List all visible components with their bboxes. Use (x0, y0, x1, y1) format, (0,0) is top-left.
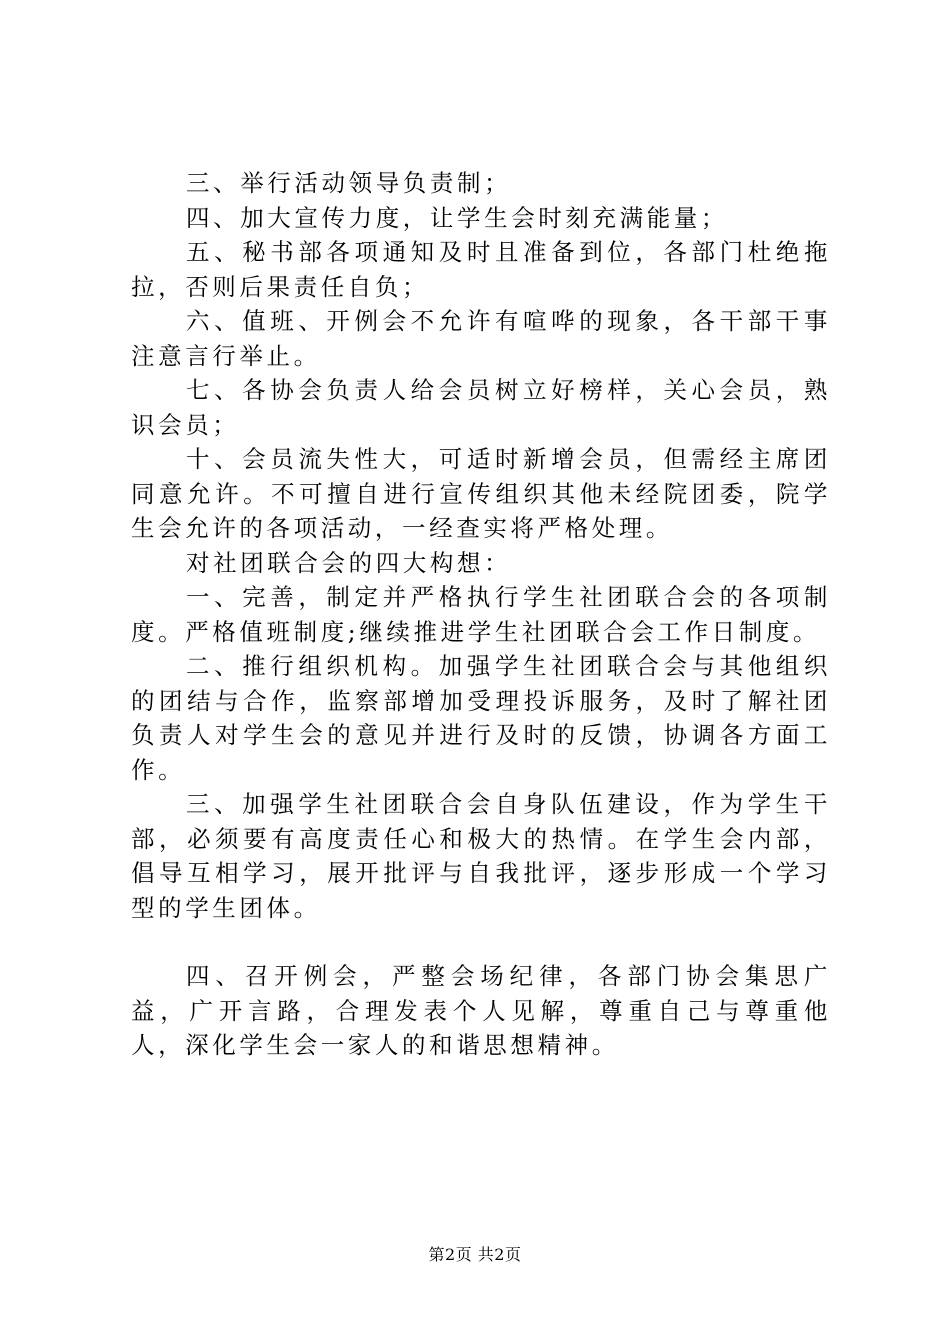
paragraph-plan-3: 三、加强学生社团联合会自身队伍建设，作为学生干部，必须要有高度责任心和极大的热情。在学生会内部，倡导互相学习，展开批评与自我批评，逐步形成一个学习型的学生团体。 (131, 790, 831, 922)
paragraph-plan-2: 二、推行组织机构。加强学生社团联合会与其他组织的团结与合作，监察部增加受理投诉服务，及时了解社团负责人对学生会的意见并进行及时的反馈，协调各方面工作。 (131, 652, 831, 784)
paragraph-section-heading: 对社团联合会的四大构想： (186, 548, 512, 577)
paragraph-plan-1: 一、完善，制定并严格执行学生社团联合会的各项制度。严格值班制度;继续推进学生社团联合会工作日制度。 (131, 583, 831, 646)
paragraph-rule-4: 四、加大宣传力度，让学生会时刻充满能量； (186, 203, 728, 232)
paragraph-rule-6: 六、值班、开例会不允许有喧哗的现象，各干部干事注意言行举止。 (131, 307, 831, 370)
page-number-footer: 第2页 共2页 (428, 1245, 522, 1264)
paragraph-plan-4: 四、召开例会，严整会场纪律，各部门协会集思广益，广开言路，合理发表个人见解，尊重自己与尊重他人，深化学生会一家人的和谐思想精神。 (131, 962, 831, 1059)
paragraph-rule-10: 十、会员流失性大，可适时新增会员，但需经主席团同意允许。不可擅自进行宣传组织其他未经院团委，院学生会允许的各项活动，一经查实将严格处理。 (131, 445, 831, 542)
paragraph-rule-7: 七、各协会负责人给会员树立好榜样，关心会员，熟识会员； (131, 376, 831, 439)
document-body (131, 166, 831, 1063)
paragraph-rule-3: 三、举行活动领导负责制； (186, 169, 512, 197)
paragraph-rule-5: 五、秘书部各项通知及时且准备到位，各部门杜绝拖拉，否则后果责任自负； (131, 238, 831, 301)
